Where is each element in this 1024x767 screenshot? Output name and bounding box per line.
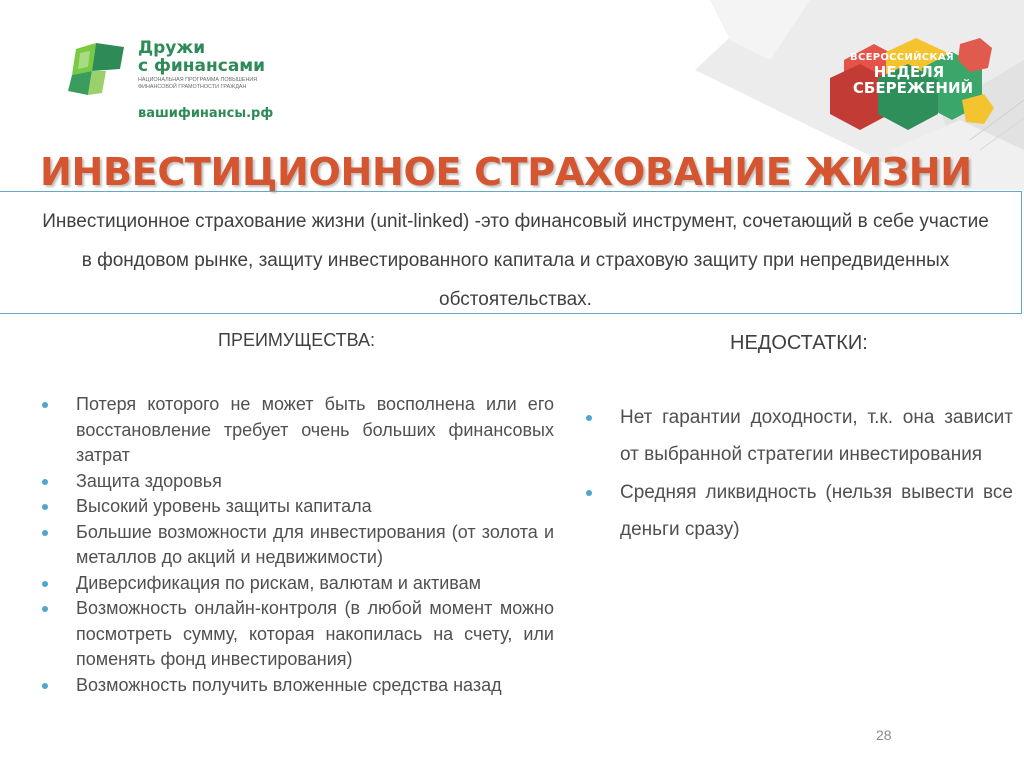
logo-subtitle: НАЦИОНАЛЬНАЯ ПРОГРАММА ПОВЫШЕНИЯ ФИНАНСОВОЙ ГРАМОТНОСТИ ГРАЖДАН xyxy=(138,77,258,90)
list-item: Нет гарантии доходности, т.к. она зависит от выбранной стратегии инвестирования xyxy=(584,399,1013,473)
bullet-icon xyxy=(42,581,48,587)
list-item: Возможность получить вложенные средства назад xyxy=(40,673,554,699)
logo-mark-icon xyxy=(66,41,128,97)
logo-site-link[interactable]: вашифинансы.рф xyxy=(138,106,274,121)
badge-line-3: СБЕРЕЖЕНИЙ xyxy=(852,79,974,97)
definition-box xyxy=(0,191,1022,314)
list-item: Высокий уровень защиты капитала xyxy=(40,494,554,520)
cons-heading: НЕДОСТАТКИ: xyxy=(730,332,868,354)
logo xyxy=(66,38,306,128)
logo-title: Дружи с финансами xyxy=(138,38,266,76)
badge-line-2: НЕДЕЛЯ xyxy=(873,63,945,81)
list-item: Диверсификация по рискам, валютам и активам xyxy=(40,571,554,597)
bullet-icon xyxy=(42,606,48,612)
bullet-icon xyxy=(42,479,48,485)
list-item: Большие возможности для инвестирования (от золота и металлов до акций и недвижимости) xyxy=(40,520,554,571)
slide-title: ИНВЕСТИЦИОННОЕ СТРАХОВАНИЕ ЖИЗНИ xyxy=(40,150,972,194)
list-item: Защита здоровья xyxy=(40,469,554,495)
bullet-icon xyxy=(586,490,592,496)
cons-list xyxy=(584,399,1013,549)
page-number: 28 xyxy=(876,727,892,743)
bullet-icon xyxy=(42,683,48,689)
list-item: Потеря которого не может быть восполнена или его восстановление требует очень больших финансовых затрат xyxy=(40,392,554,469)
list-item: Возможность онлайн-контроля (в любой момент можно посмотреть сумму, которая накопилась на счету, или поменять фонд инвестирования) xyxy=(40,596,554,673)
bullet-icon xyxy=(42,402,48,408)
badge-line-1: ВСЕРОССИЙСКАЯ xyxy=(850,52,954,63)
pros-heading: ПРЕИМУЩЕСТВА: xyxy=(218,330,376,350)
savings-week-badge xyxy=(824,38,994,132)
definition-text: Инвестиционное страхование жизни (unit-linked) -это финансовый инструмент, сочетающий в себе участие в фондовом рынке, защиту инвестированного капитала и страховую защиту при непредвиденных обстоятельствах. xyxy=(42,211,989,310)
bullet-icon xyxy=(586,415,592,421)
bullet-icon xyxy=(42,504,48,510)
list-item: Средняя ликвидность (нельзя вывести все деньги сразу) xyxy=(584,474,1013,548)
bullet-icon xyxy=(42,530,48,536)
pros-list xyxy=(40,392,554,698)
